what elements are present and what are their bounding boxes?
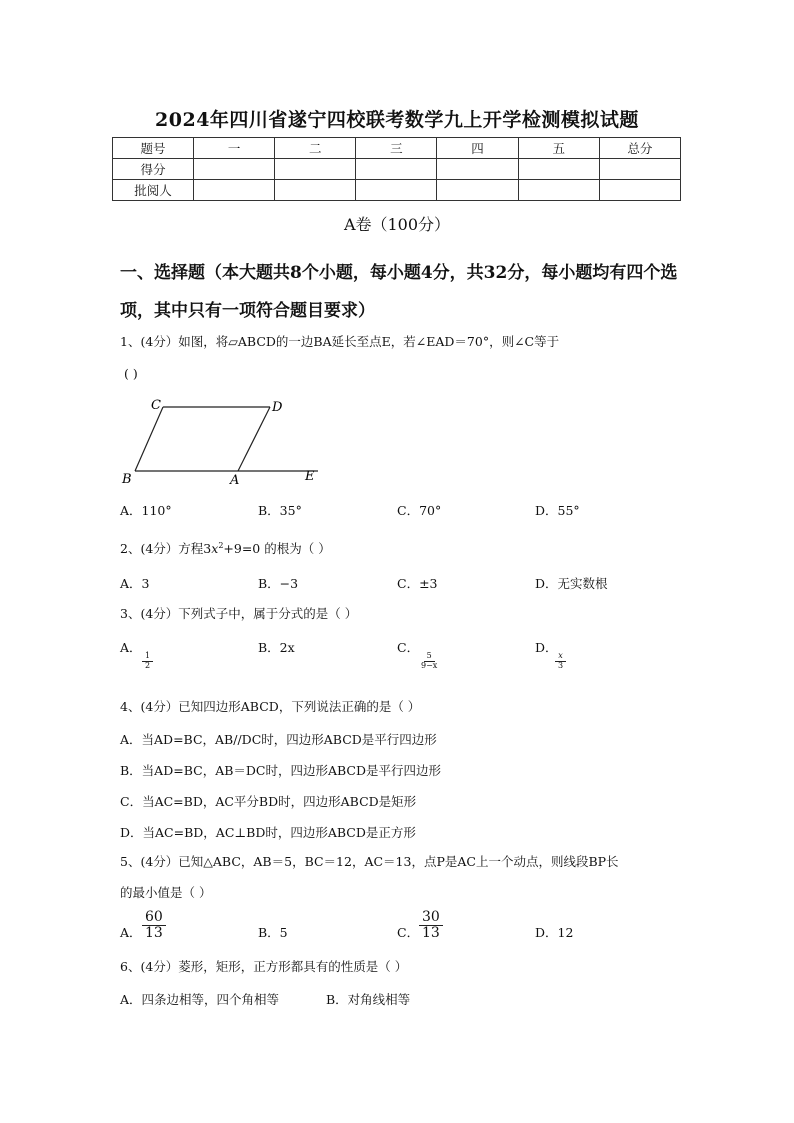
- table-cell: 总分: [599, 138, 680, 159]
- table-cell[interactable]: [356, 180, 437, 201]
- q3-option-a-fraction: [142, 652, 153, 671]
- q2-option-a[interactable]: A．3: [120, 576, 150, 591]
- table-cell[interactable]: [275, 159, 356, 180]
- q5-option-c[interactable]: [397, 923, 419, 941]
- label-E: E: [305, 469, 315, 484]
- question-1-paren: ( ): [124, 366, 138, 381]
- q4-option-a[interactable]: A．当AD=BC，AB//DC时，四边形ABCD是平行四边形: [120, 732, 437, 747]
- q3-option-d-fraction: [555, 652, 566, 671]
- fraction-numerator: 1: [142, 652, 153, 662]
- q2-option-c[interactable]: C．±3: [397, 576, 438, 591]
- q4-option-d[interactable]: D．当AC=BD，AC⊥BD时，四边形ABCD是正方形: [120, 825, 416, 840]
- q2-prefix: 2、(4分）方程3: [120, 541, 212, 557]
- q2-var: x: [211, 541, 219, 557]
- score-table-header-row: [113, 138, 681, 159]
- table-cell: 二: [275, 138, 356, 159]
- q5-option-a[interactable]: [120, 923, 142, 941]
- table-cell[interactable]: [518, 159, 599, 180]
- q1-option-d[interactable]: D．55°: [535, 503, 580, 518]
- q5-option-c-fraction: [419, 910, 443, 942]
- question-3-text: 3、(4分）下列式子中，属于分式的是（ ）: [120, 606, 358, 621]
- table-cell[interactable]: [599, 159, 680, 180]
- fraction-numerator: 5: [424, 652, 435, 662]
- label-B: B: [122, 472, 132, 487]
- table-cell[interactable]: [599, 180, 680, 201]
- q1-option-a[interactable]: A．110°: [120, 503, 172, 518]
- fraction-numerator: 30: [419, 910, 443, 926]
- question-6-text: 6、(4分）菱形，矩形，正方形都具有的性质是（ ）: [120, 959, 408, 974]
- q5-option-a-fraction: [142, 910, 166, 942]
- q5-option-b[interactable]: B．5: [258, 925, 288, 940]
- fraction-denominator: 2: [145, 660, 151, 670]
- q1-option-c[interactable]: C．70°: [397, 503, 442, 518]
- question-4-text: 4、(4分）已知四边形ABCD，下列说法正确的是（ ）: [120, 699, 421, 714]
- page-title: 2024年四川省遂宁四校联考数学九上开学检测模拟试题: [155, 109, 639, 131]
- parallelogram-figure: [118, 395, 328, 487]
- table-cell: 四: [437, 138, 518, 159]
- table-cell[interactable]: [437, 180, 518, 201]
- q3-option-a-label: A．: [120, 640, 142, 655]
- label-D: D: [272, 400, 283, 415]
- label-A: A: [230, 473, 240, 487]
- q2-exponent: 2: [218, 541, 224, 550]
- q2-suffix: +9=0 的根为（ ）: [223, 541, 331, 557]
- label-C: C: [151, 398, 161, 413]
- table-cell: 三: [356, 138, 437, 159]
- section-heading: 一、选择题（本大题共8个小题，每小题4分，共32分，每小题均有四个选项，其中只有一项符合题目要求）: [120, 263, 678, 321]
- volume-heading: A卷（100分）: [343, 215, 451, 234]
- question-5-line1: 5、(4分）已知△ABC，AB＝5，BC＝12，AC＝13，点P是AC上一个动点，则线段BP长: [120, 854, 619, 869]
- score-table-row: [113, 159, 681, 180]
- question-1-text: 1、(4分）如图，将▱ABCD的一边BA延长至点E，若∠EAD＝70°，则∠C等于: [120, 334, 560, 349]
- q2-option-d[interactable]: D．无实数根: [535, 576, 608, 591]
- fraction-denominator: 3: [558, 660, 564, 670]
- q2-option-b[interactable]: B．−3: [258, 576, 299, 591]
- q6-option-b[interactable]: B．对角线相等: [326, 992, 411, 1007]
- table-cell[interactable]: [275, 180, 356, 201]
- fraction-denominator: 13: [145, 925, 163, 942]
- table-cell: 题号: [113, 138, 194, 159]
- q6-option-a[interactable]: A．四条边相等，四个角相等: [120, 992, 280, 1007]
- table-cell[interactable]: [194, 159, 275, 180]
- table-cell[interactable]: [356, 159, 437, 180]
- table-cell[interactable]: [437, 159, 518, 180]
- line-DA: [238, 407, 270, 471]
- q1-option-b[interactable]: B．35°: [258, 503, 302, 518]
- line-BC: [135, 407, 163, 471]
- score-table-row: [113, 180, 681, 201]
- table-cell: 批阅人: [113, 180, 194, 201]
- fraction-numerator: x: [555, 652, 566, 662]
- q3-option-c-label: C．: [397, 640, 420, 655]
- q3-option-a[interactable]: [120, 638, 142, 656]
- fraction-denominator: 13: [422, 925, 440, 942]
- table-cell: 五: [518, 138, 599, 159]
- question-5-line2: 的最小值是（ ）: [120, 885, 212, 900]
- q5-option-a-label: A．: [120, 925, 142, 940]
- q5-option-c-label: C．: [397, 925, 420, 940]
- q3-option-b[interactable]: B．2x: [258, 640, 295, 655]
- q4-option-b[interactable]: B．当AD=BC，AB＝DC时，四边形ABCD是平行四边形: [120, 763, 442, 778]
- q4-option-c[interactable]: C．当AC=BD，AC平分BD时，四边形ABCD是矩形: [120, 794, 417, 809]
- table-cell[interactable]: [518, 180, 599, 201]
- score-table: [112, 137, 681, 201]
- table-cell: 得分: [113, 159, 194, 180]
- q3-option-c-fraction: [418, 652, 440, 671]
- question-2-text: [120, 538, 331, 557]
- table-cell[interactable]: [194, 180, 275, 201]
- fraction-numerator: 60: [142, 910, 166, 926]
- q5-option-d[interactable]: D．12: [535, 925, 574, 940]
- q3-option-d-label: D．: [535, 640, 558, 655]
- table-cell: 一: [194, 138, 275, 159]
- q3-option-c[interactable]: [397, 638, 419, 656]
- fraction-denominator: 9−x: [421, 660, 438, 670]
